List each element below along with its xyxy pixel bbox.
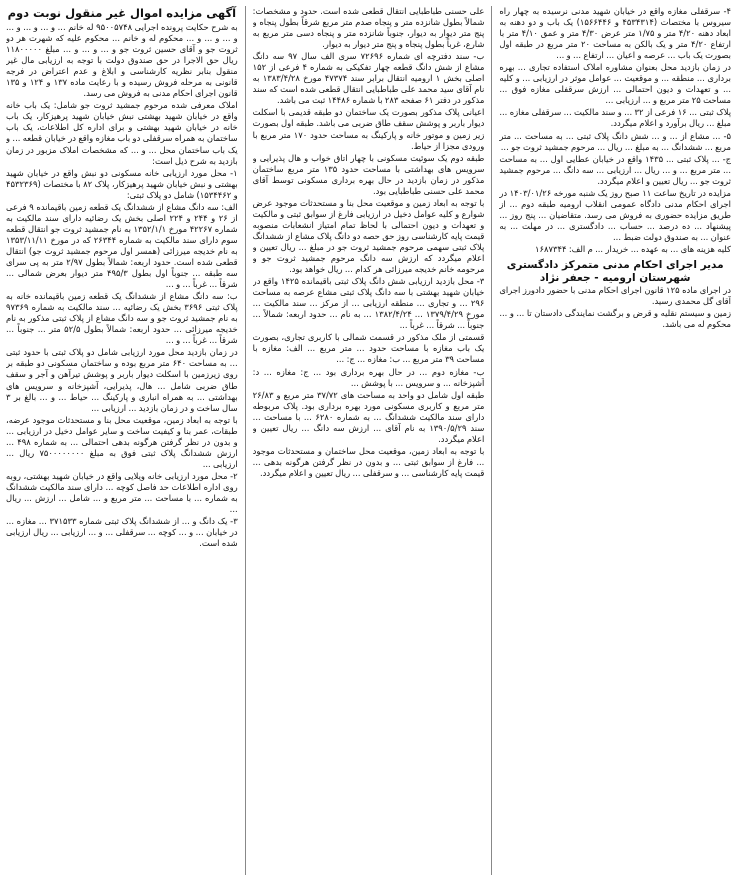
paragraph: ۱- محل مورد ارزیابی خانه مسکونی دو نبش واقع در خیابان شهید بهشتی و نبش خیابان شهید پرهیزکار، پلاک ۸۲ با مختصات (۴۵۳۲۳۶۹ و ۱۵۳۴۴۶۲) شامل دو پلاک ثبتی: [6, 167, 238, 200]
paragraph: علی حسنی طباطبایی انتقال قطعی شده است. حدود و مشخصات: شمالاً بطول شانزده متر و پنجاه صدم متر مربع شرقاً بطول پنجاه و پنج متر دیوار به دیوار، جنوباً شانزده متر و پنجاه دسی متر مربع به شارع، غرباً بطول پنجاه و پنج متر دیوار به دیوار. [252, 6, 485, 50]
signature-line: مدیر اجرای احکام مدنی متمرکز دادگستری شهرستان ارومیه - جعفر نژاد [506, 259, 724, 285]
paragraph: با توجه به ابعاد زمین و موقعیت محل بنا و مستحدثات موجود عرض شوارع و کلیه عوامل دخیل در ارزیابی فارغ از سوابق ثبتی و مالکیت و تعهدات و دیون احتمالی با لحاظ تمام امتیاز انشعابات منصوبه قیمت پایه کارشناسی روز حق حصه دو دانگ پلاک مشاع از ششدانگ پلاک ثبتی سهمی مرحوم جمشید ثروت جو در مبلغ ... ریال تعیین و اعلام میگردد که ارزش سه دانگ مرحوم جمشید ثروت جو و مرحومه خانم خدیجه میرزائی هر کدام ... ریال خواهد بود. [252, 197, 485, 275]
newspaper-notice [6, 6, 731, 875]
column-divider [245, 6, 246, 875]
paragraph: ب- مغازه دوم ... در حال بهره برداری بود ... ج: مغازه ... د: آشپزخانه ... و سرویس ... با پوشش ... [252, 366, 485, 388]
paragraph: با توجه به ابعاد زمین، موقعیت محل بنا و مستحدثات موجود عرضه، طبقات، عمر بنا و کیفیت ساخت و سایر عوامل دخیل در ارزیابی ... و بدون در نظر گرفتن هرگونه بدهی احتمالی ... به شماره ۴۹۸ ... ارزش ششدانگ پلاک ثبتی فوق به مبلغ ۷۵۰۰۰۰۰۰۰۰ ریال ... ارزیابی ... [6, 414, 238, 469]
paragraph: ۲- محل مورد ارزیابی خانه ویلایی واقع در خیابان شهید بهشتی، روبه روی اداره اطلاعات حد فاصل کوچه ... دارای سند مالکیت ششدانگ به شماره ... با مساحت ... متر مربع و ... شامل ... ارزش ... ریال ... [6, 470, 238, 515]
paragraph: اعیانی پلاک مذکور بصورت یک ساختمان دو طبقه قدیمی با اسکلت دیوار باربر و پوشش سقف طاق ضربی می باشد. طبقه اول بصورت زیر زمین و موتور خانه و پارکینگ به مساحت حدود ۱۷۰ متر مربع با ورودی مجزا از حیاط. [252, 107, 485, 151]
paragraph: در زمان بازدید محل بعنوان مشاوره املاک استفاده تجاری ... بهره برداری ... منطقه ... و موقعیت ... عوامل موثر در ارزیابی ... و کلیه ... و تعهدات و دیون احتمالی ... ارزش سرقفلی مغازه فوق ... مساحت ۲۵ متر مربع و ... ارزیابی ... [499, 62, 732, 106]
paragraph: به شرح حکایت پرونده اجرایی ۹۵۰۰۵۷۴۸ له خانم ... و ... و ... و ... و ... و ... و ... محکوم له و خانم ... محکوم علیه که شهرت هر دو ثروت جو و آقای حسین ثروت جو و ... و ... و ... مبلغ ۱۱۸۰۰۰۰۰ ریال حق الاجرا در حق صندوق دولت با توجه به ارزیابی مال غیر منقول بنابر نظریه کارشناسی و ابلاغ و عدم اعتراض در فرجه قانونی به مرحله فروش رسیده و با رعایت ماده ۱۳۷ و ۱۲۴ و ۱۳۵ قانون اجرای احکام مدنی به فروش می رسد. [6, 22, 238, 99]
column-divider [491, 6, 492, 875]
paragraph: مزایده در تاریخ ساعت ۱۱ صبح روز یک شنبه مورخه ۱۴۰۳/۰۱/۲۶ در اجرای احکام مدنی دادگاه عمومی انقلاب ارومیه طبقه دوم ... از طریق مزایده حضوری به فروش می رسد. متقاضیان ... پنج روز ... پیشنهاد ... ده درصد ... حساب ... دادگستری ... در مهلت ... به عنوان ... به صندوق دولت ضبط ... [499, 187, 732, 242]
notice-column-2 [253, 6, 485, 875]
paragraph: قسمتی از ملک مذکور در قسمت شمالی با کاربری تجاری، بصورت یک باب مغازه با مساحت حدود ... متر مربع ... الف: مغازه با مساحت ۳۹ متر مربع ... ب: مغازه ... ج: ... [252, 332, 485, 365]
paragraph: ۳- یک دانگ و ... از ششدانگ پلاک ثبتی شماره ۳۷۱۵۳۳ ... مغازه ... در خیابان ... و ... کوچه ... سرقفلی ... و ... ارزیابی ... ریال ارزیابی شده است. [6, 516, 238, 549]
paragraph: ۴- سرقفلی مغازه واقع در خیابان شهید مدنی نرسیده به چهار راه سیروس با مختصات (۴۵۳۴۳۱۴ و ۱۵۶۶۴۴۶) یک باب و دو دهنه به ابعاد دهنه ۴/۲۰ متر و ۱/۷۵ متر عرض ۴/۳۰ متر و عمق ۴/۱۰ متر با ارتفاع ۴/۲۰ متر و یک بالکن به مساحت ۲۰ متر مربع در طبقه اول بصورت یک باب ... عرصه و اعیان ... ارتفاع ... و ... [499, 6, 732, 61]
paragraph: ۳- محل بازدید ارزیابی شش دانگ پلاک ثبتی باقیمانده ۱۴۲۵ واقع در خیابان شهید بهشتی با سه دانگ پلاک ثبتی مشاع عرصه به مساحت ۲۹۶ ... و تجاری ... منطقه ارزیابی ... از مرکز ... سند مالکیت ... مورخ ۱۳۷۹/۴/۲۹ ... ۱۳۸۲/۴/۲۴ ... به نام ... حدود اربعه: شمالاً ... جنوباً ... شرقاً ... غرباً ... [252, 276, 485, 331]
paragraph: کلیه هزینه های ... به عهده ... خریدار ... م الف: ۱۶۸۷۳۴۴ [534, 243, 732, 254]
notice-column-1 [6, 6, 238, 875]
paragraph: پلاک ثبتی ... ۱۶ فرعی از ۳۲ ... و سند مالکیت ... سرقفلی مغازه ... مبلغ ... ریال برآورد و اعلام میگردد. [499, 107, 732, 129]
paragraph: طبقه اول شامل دو واحد به مساحت های ۳۷/۷۲ متر مربع و ۲۶/۸۳ متر مربع و کاربری مسکونی مورد بهره برداری بود. پلاک مربوطه دارای سند مالکیت ششدانگ ... به شماره ۶۲۸۰ ... با مساحت ... سند ۱۳۹۰/۵/۲۹ به نام آقای ... ارزش سه دانگ ... ریال تعیین و اعلام میگردد. [252, 389, 485, 444]
paragraph: ب: سه دانگ مشاع از ششدانگ یک قطعه زمین باقیمانده خانه به پلاک ثبتی ۳۶۹۶ بخش یک رضائیه ... سند مالکیت به شماره ۹۷۳۶۹ به نام جمشید ثروت جو و سه دانگ مشاع از پلاک ثبتی مذکور به نام خدیجه میرزائی ... حدود اربعه: شمالاً بطول ۵۲/۵ متر ... جنوباً ... شرقاً ... غرباً ... و ... [6, 291, 238, 346]
paragraph: ب- سند دفترچه ای شماره ۷۲۶۹۶ سری الف سال ۹۷ سه دانگ مشاع از شش دانگ قطعه چهار تفکیکی به شماره ۴ فرعی از ۱۵۲ اصلی بخش ۱ ارومیه انتقال برابر سند ۴۷۳۷۴ مورخ ۱۳۸۳/۴/۲۸ به نام آقای سید محمد علی طباطبایی انتقال قطعی شده است که سند مذکور در دفتر ۶۱ صفحه ۲۸۳ با شماره ۱۴۴۸۶ ثبت می باشد. [252, 51, 485, 106]
paragraph: با توجه به ابعاد زمین، موقعیت محل ساختمان و مستحدثات موجود ... فارغ از سوابق ثبتی ... و بدون در نظر گرفتن هرگونه بدهی ... قیمت پایه کارشناسی ... و سرقفلی ... ریال تعیین و اعلام میگردد. [252, 445, 485, 478]
paragraph: در زمان بازدید محل مورد ارزیابی شامل دو پلاک ثبتی با حدود ثبتی ... به مساحت ۶۴۰ متر مربع بوده و ساختمان مسکونی دو طبقه بر روی زیرزمین با اسکلت دیوار باربر و پوشش تیرآهن و آجر و سقف طاق ضربی شامل ... هال، پذیرایی، آشپزخانه و سرویس های بهداشتی ... به همراه انباری و پارکینگ ... حیاط ... و ... بالغ بر ۳ سال ساخت و در زمان بازدید ... ارزیابی ... [6, 347, 238, 413]
paragraph: الف: سه دانگ مشاع از ششدانگ یک قطعه زمین باقیمانده ۹ فرعی از ۲۶ و ۲۴۴ و ۲۲۴ اصلی بخش یک رضائیه دارای سند مالکیت به شماره ۴۲۲۶۷ مورخ ۱۳۵۲/۱/۱ به نام جمشید ثروت جو انتقال قطعه سوم دارای سند مالکیت به شماره ۲۶۳۴۴ که در مورخ ۱۳۵۳/۱۱/۱۱ به نام خدیجه میرزائی (همسر اول مرحوم جمشید ثروت جو) انتقال قطعی شده است. حدود اربعه: شمالاً بطول ۲/۹۷ متر به پی سرای سه طبقه ... جنوباً اول بطول ۴۹۵/۳ متر دیوار بعرض شمالی ... شرقاً ... غرباً ... و ... [6, 201, 238, 290]
notice-title: آگهی مزایده اموال غیر منقول نوبت دوم [7, 6, 237, 20]
paragraph: طبقه دوم یک سوئیت مسکونی با چهار اتاق خواب و هال پذیرایی و سرویس های بهداشتی با مساحت حدود ۱۳۵ متر مربع ساختمان مذکور در زمان بازدید در حال بهره برداری مسکونی توسط آقای محمد علی حسنی طباطبایی بود. [252, 152, 485, 196]
paragraph: زمین و سیستم نقلیه و قرض و برگشت نمایندگی دادستان تا ... و ... محکوم له می باشد. [499, 308, 732, 330]
paragraph: املاک معرفی شده مرحوم جمشید ثروت جو شامل: یک باب خانه واقع در خیابان شهید بهشتی نبش خیابان شهید پرهیزکار، یک باب خانه در خیابان شهید بهشتی و برای اداره کل اطلاعات، یک باب ساختمان به همراه سرقفلی دو باب مغازه واقع در خیابان قطعه ... و یک باب ساختمان محل ... و ... که مشخصات املاک مزبور در زمان بازدید به شرح ذیل است: [6, 100, 238, 166]
paragraph: در اجرای ماده ۱۲۵ قانون اجرای احکام مدنی با حضور دادورز اجرای آقای گل محمدی رسید. [499, 285, 732, 307]
notice-column-3 [499, 6, 731, 875]
paragraph: ج- ... پلاک ثبتی ... ۱۴۳۵ واقع در خیابان عطایی اول ... به مساحت ... متر مربع ... و ... ریال ... ارزیابی ... سه دانگ ... مرحوم جمشید ثروت جو ... ریال تعیین و اعلام میگردد. [499, 153, 732, 186]
paragraph: ۵- ... مشاع از ... و ... شش دانگ پلاک ثبتی ... به مساحت ... متر مربع ... ششدانگ ... به مبلغ ... ریال ... مرحوم جمشید ثروت جو ... [499, 130, 732, 152]
